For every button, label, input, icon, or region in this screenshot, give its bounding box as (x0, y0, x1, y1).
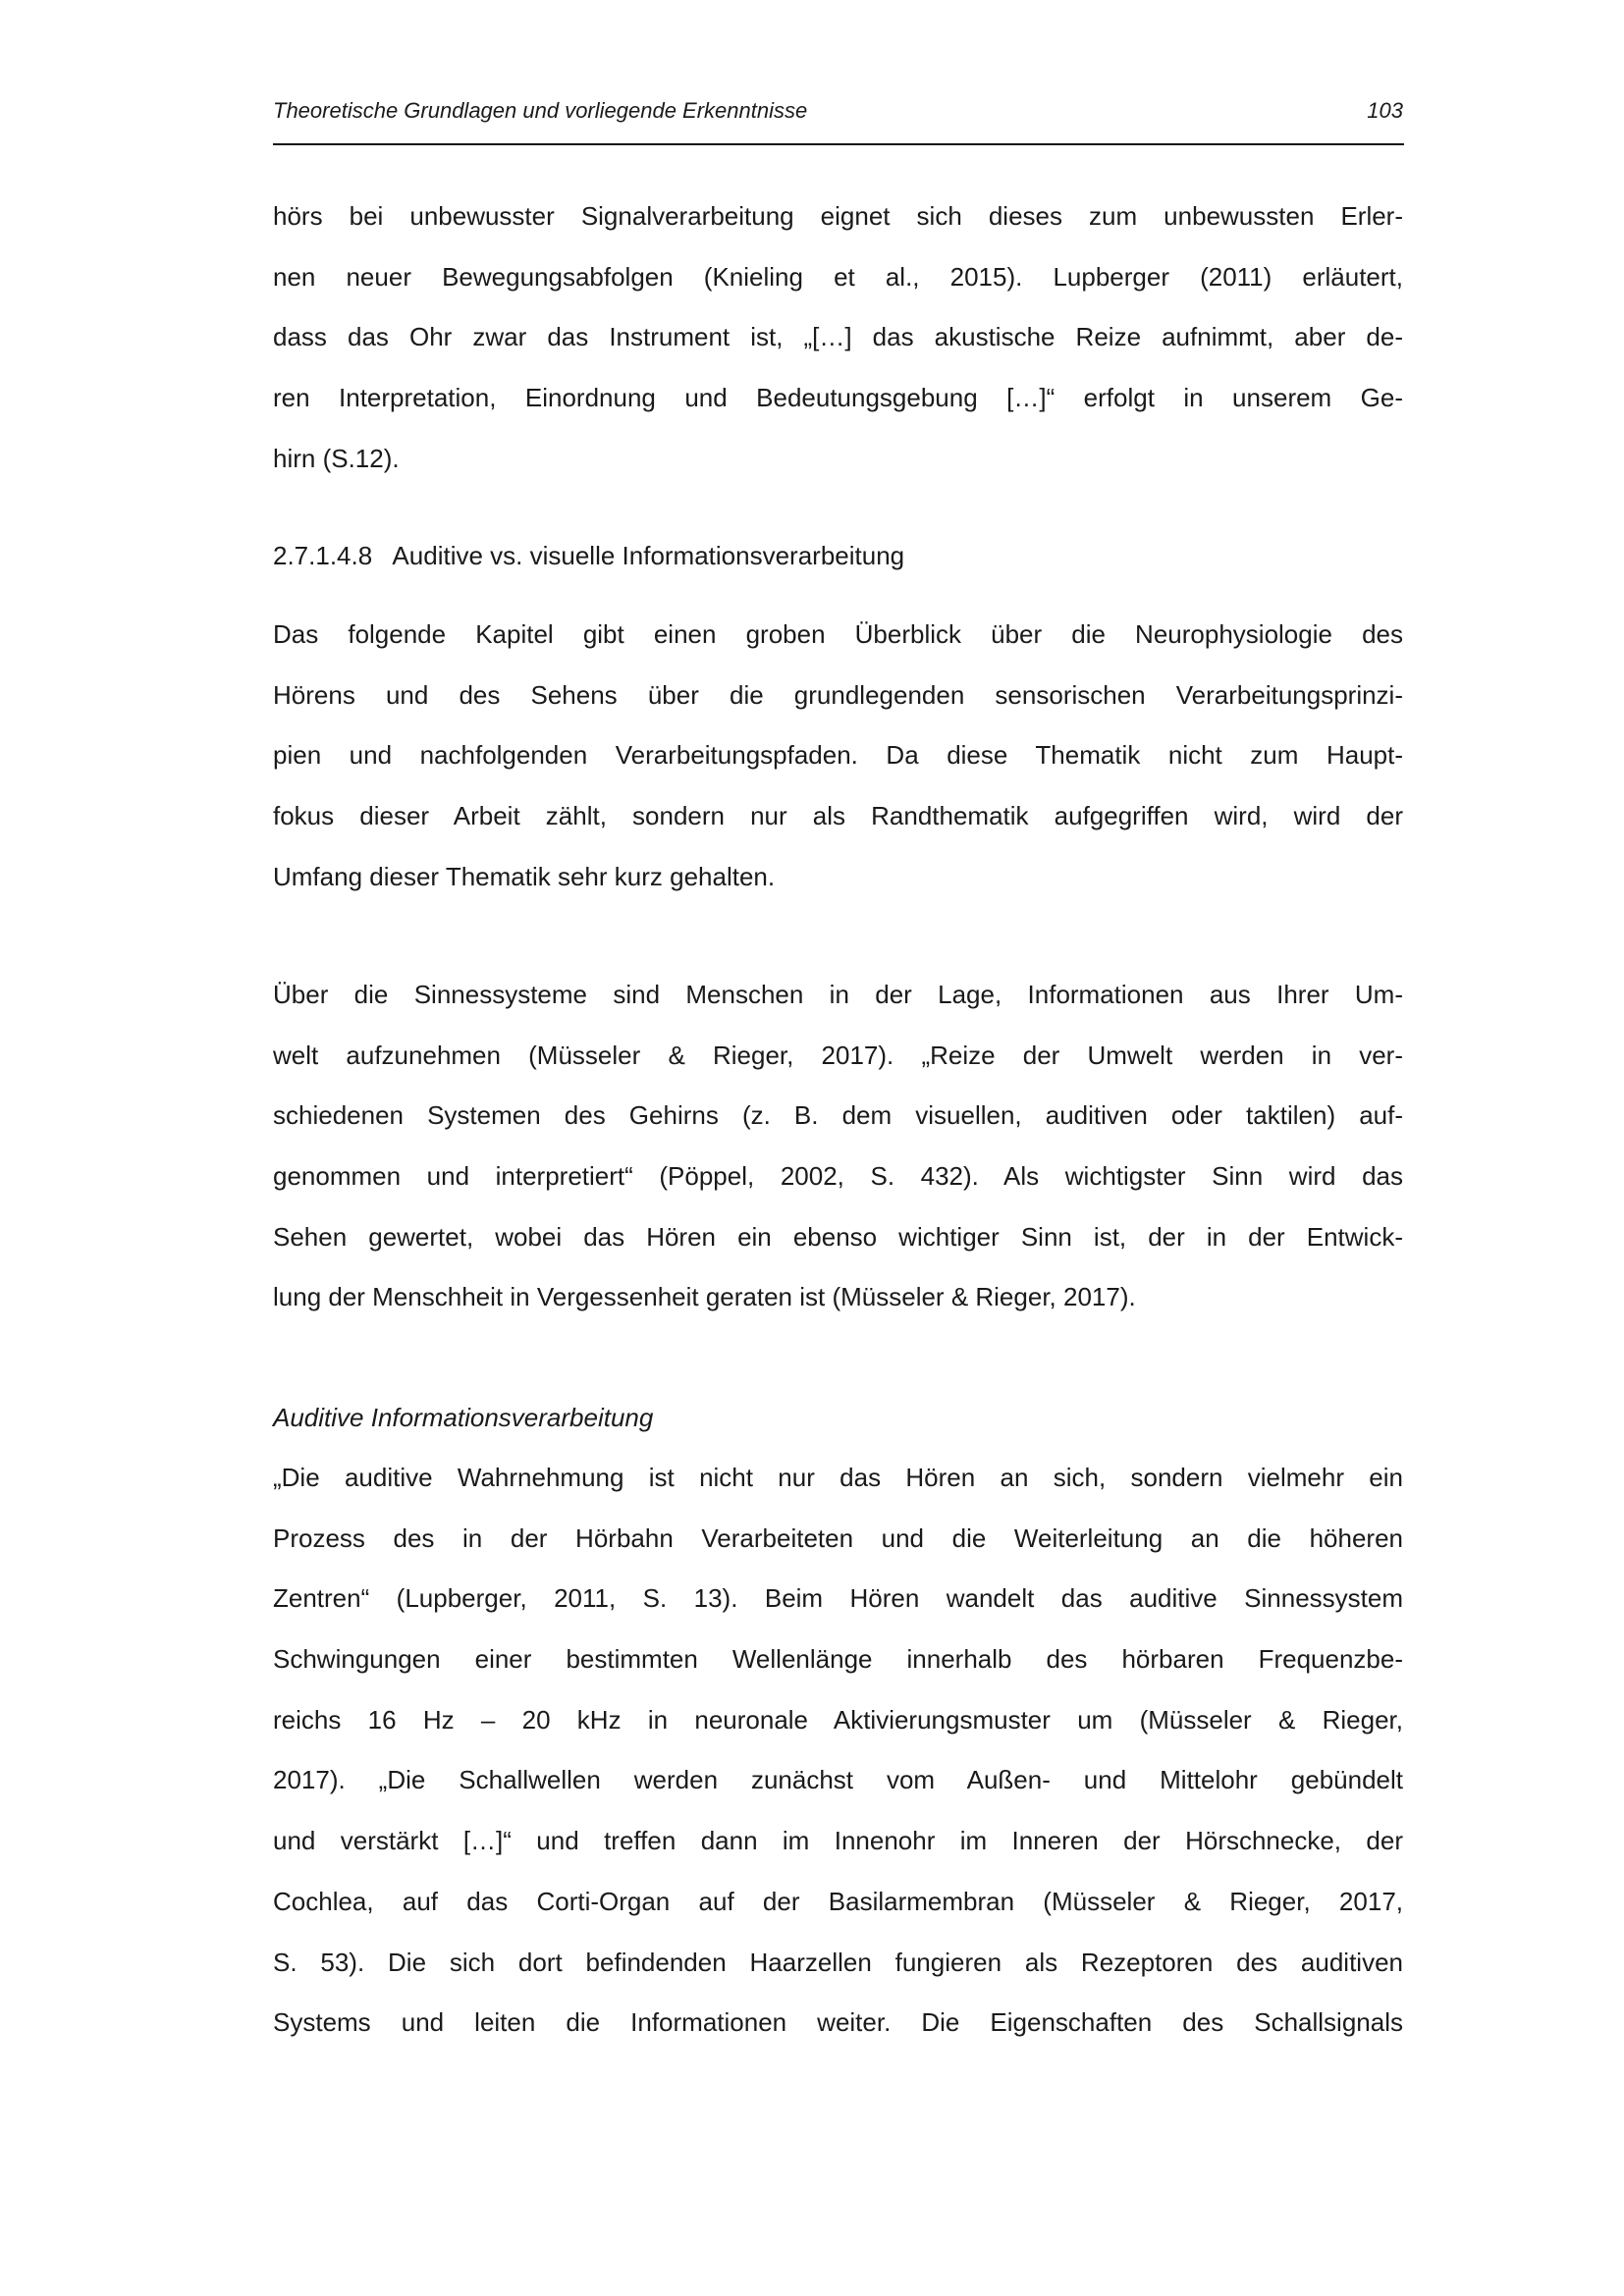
text-line: pien und nachfolgenden Verarbeitungspfaden. Da diese Thematik nicht zum Haupt- (273, 740, 1403, 771)
text-line: genommen und interpretiert“ (Pöppel, 2002, S. 432). Als wichtigster Sinn wird das (273, 1161, 1403, 1192)
text-line: Systems und leiten die Informationen weiter. Die Eigenschaften des Schallsignals (273, 2007, 1403, 2038)
text-line: welt aufzunehmen (Müsseler & Rieger, 2017). „Reize der Umwelt werden in ver- (273, 1040, 1403, 1070)
text-line: „Die auditive Wahrnehmung ist nicht nur das Hören an sich, sondern vielmehr ein (273, 1463, 1403, 1492)
text-line: ren Interpretation, Einordnung und Bedeutungsgebung […]“ erfolgt in unserem Ge- (273, 383, 1403, 413)
text-line: Umfang dieser Thematik sehr kurz gehalten. (273, 861, 776, 891)
text-line: lung der Menschheit in Vergessenheit geraten ist (Müsseler & Rieger, 2017). (273, 1282, 1136, 1312)
text-line: Cochlea, auf das Corti-Organ auf der Basilarmembran (Müsseler & Rieger, 2017, (273, 1886, 1403, 1916)
subheading: Auditive Informationsverarbeitung (273, 1403, 654, 1432)
text-line: nen neuer Bewegungsabfolgen (Knieling et al., 2015). Lupberger (2011) erläutert, (273, 261, 1403, 292)
text-line: S. 53). Die sich dort befindenden Haarzellen fungieren als Rezeptoren des auditiven (273, 1947, 1403, 1977)
text-line: dass das Ohr zwar das Instrument ist, „[…] das akustische Reize aufnimmt, aber de- (273, 322, 1403, 352)
paragraph (273, 965, 1403, 1328)
text-line: hirn (S.12). (273, 443, 400, 473)
text-line: Schwingungen einer bestimmten Wellenlänge innerhalb des hörbaren Frequenzbe- (273, 1644, 1403, 1675)
text-line: hörs bei unbewusster Signalverarbeitung eignet sich dieses zum unbewussten Erler- (273, 201, 1403, 231)
section-heading: 2.7.1.4.8 Auditive vs. visuelle Informationsverarbeitung (273, 541, 905, 570)
text-line: fokus dieser Arbeit zählt, sondern nur als Randthematik aufgegriffen wird, wird der (273, 801, 1403, 831)
text-line: Hörens und des Sehens über die grundlegenden sensorischen Verarbeitungsprinzi- (273, 679, 1403, 710)
text-line: Prozess des in der Hörbahn Verarbeiteten und die Weiterleitung an die höheren (273, 1522, 1403, 1553)
running-header (273, 98, 1403, 124)
text-line: schiedenen Systemen des Gehirns (z. B. dem visuellen, auditiven oder taktilen) auf- (273, 1100, 1403, 1131)
text-line: und verstärkt […]“ und treffen dann im Innenohr im Inneren der Hörschnecke, der (273, 1826, 1403, 1856)
text-line: Über die Sinnessysteme sind Menschen in der Lage, Informationen aus Ihrer Um- (273, 980, 1403, 1009)
paragraph (273, 1448, 1403, 2054)
header-rule (273, 143, 1404, 145)
header-title: Theoretische Grundlagen und vorliegende Erkenntnisse (273, 98, 808, 123)
paragraph (273, 187, 1403, 489)
text-line: Zentren“ (Lupberger, 2011, S. 13). Beim Hören wandelt das auditive Sinnessystem (273, 1583, 1403, 1614)
text-line: Das folgende Kapitel gibt einen groben Überblick über die Neurophysiologie des (273, 619, 1403, 649)
text-line: Sehen gewertet, wobei das Hören ein ebenso wichtiger Sinn ist, der in der Entwick- (273, 1221, 1403, 1252)
paragraph (273, 605, 1403, 907)
text-line: 2017). „Die Schallwellen werden zunächst vom Außen- und Mittelohr gebündelt (273, 1765, 1403, 1795)
text-line: reichs 16 Hz – 20 kHz in neuronale Aktivierungsmuster um (Müsseler & Rieger, (273, 1704, 1403, 1735)
page-number: 103 (1367, 98, 1403, 123)
